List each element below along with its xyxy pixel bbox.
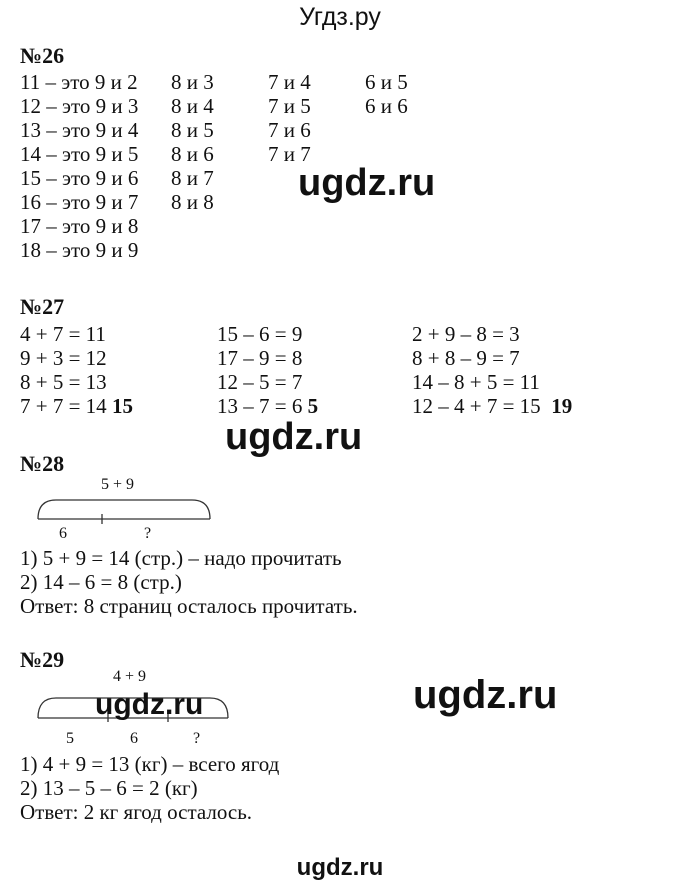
list-item: 17 – это 9 и 8 [20,214,139,238]
task-26-col2 [171,70,214,214]
task-26-col1 [20,70,138,262]
list-item: 6 и 6 [365,94,408,118]
segment-diagram [34,495,234,525]
list-item: 8 и 6 [171,142,214,166]
correction-number: 15 [111,394,133,418]
list-item: 4 + 7 = 11 [20,322,106,346]
list-item: 7 и 5 [268,94,311,118]
list-item: 7 и 7 [268,142,311,166]
watermark: ugdz.ru [298,162,436,204]
correction-number: 19 [551,394,573,418]
list-item: 6 и 5 [365,70,408,94]
task-27-col1 [20,322,133,418]
list-item: 8 + 5 = 13 [20,370,107,394]
task-29-title: №29 [20,647,65,672]
solution-line: 1) 5 + 9 = 14 (стр.) – надо прочитать [20,546,342,570]
list-item: 13 – 7 = 6 5 [217,394,319,418]
correction-number: 5 [307,394,319,418]
bracket [38,500,210,519]
list-item: 7 и 6 [268,118,311,142]
diagram-label: 6 [130,730,138,747]
list-item: 8 и 8 [171,190,214,214]
watermark: ugdz.ru [413,673,558,717]
task-26-title: №26 [20,43,65,68]
list-item: 8 и 5 [171,118,214,142]
solution-line: 2) 14 – 6 = 8 (стр.) [20,570,182,594]
list-item: 14 – 8 + 5 = 11 [412,370,540,394]
diagram-top-label: 5 + 9 [101,476,135,493]
list-item: 7 + 7 = 14 15 [20,394,133,418]
list-item: 8 и 7 [171,166,214,190]
solution-line: 2) 13 – 5 – 6 = 2 (кг) [20,776,198,800]
task-27-col3 [412,322,572,418]
diagram-top-label: 4 + 9 [113,668,147,685]
diagram-label: ? [193,730,201,747]
list-item: 7 и 4 [268,70,311,94]
list-item: 15 – 6 = 9 [217,322,303,346]
watermark: ugdz.ru [225,416,363,458]
solution-line: 1) 4 + 9 = 13 (кг) – всего ягод [20,752,280,776]
answer-line: Ответ: 2 кг ягод осталось. [20,800,253,824]
list-item: 13 – это 9 и 4 [20,118,139,142]
list-item: 8 и 4 [171,94,214,118]
task-28-solution [20,546,358,618]
list-item: 17 – 9 = 8 [217,346,303,370]
diagram-label: 6 [59,525,67,542]
list-item: 12 – 4 + 7 = 15 19 [412,394,573,418]
list-item: 12 – это 9 и 3 [20,94,139,118]
diagram-label: 5 [66,730,74,747]
list-item: 12 – 5 = 7 [217,370,303,394]
list-item: 8 и 3 [171,70,214,94]
task-26-col3 [268,70,311,166]
answer-line: Ответ: 8 страниц осталось прочитать. [20,594,358,618]
watermark: ugdz.ru [95,688,204,721]
task-27-title: №27 [20,294,65,319]
list-item: 16 – это 9 и 7 [20,190,139,214]
list-item: 18 – это 9 и 9 [20,238,139,262]
site-title: Угдз.ру [299,3,381,31]
list-item: 8 + 8 – 9 = 7 [412,346,520,370]
diagram-label: ? [144,525,152,542]
footer-watermark: ugdz.ru [296,854,384,881]
list-item: 11 – это 9 и 2 [20,70,138,94]
list-item: 15 – это 9 и 6 [20,166,139,190]
task-29-solution [20,752,279,824]
task-28-title: №28 [20,451,65,476]
task-27-col2 [217,322,318,418]
list-item: 2 + 9 – 8 = 3 [412,322,520,346]
list-item: 14 – это 9 и 5 [20,142,139,166]
list-item: 9 + 3 = 12 [20,346,107,370]
task-26-col4 [365,70,408,118]
